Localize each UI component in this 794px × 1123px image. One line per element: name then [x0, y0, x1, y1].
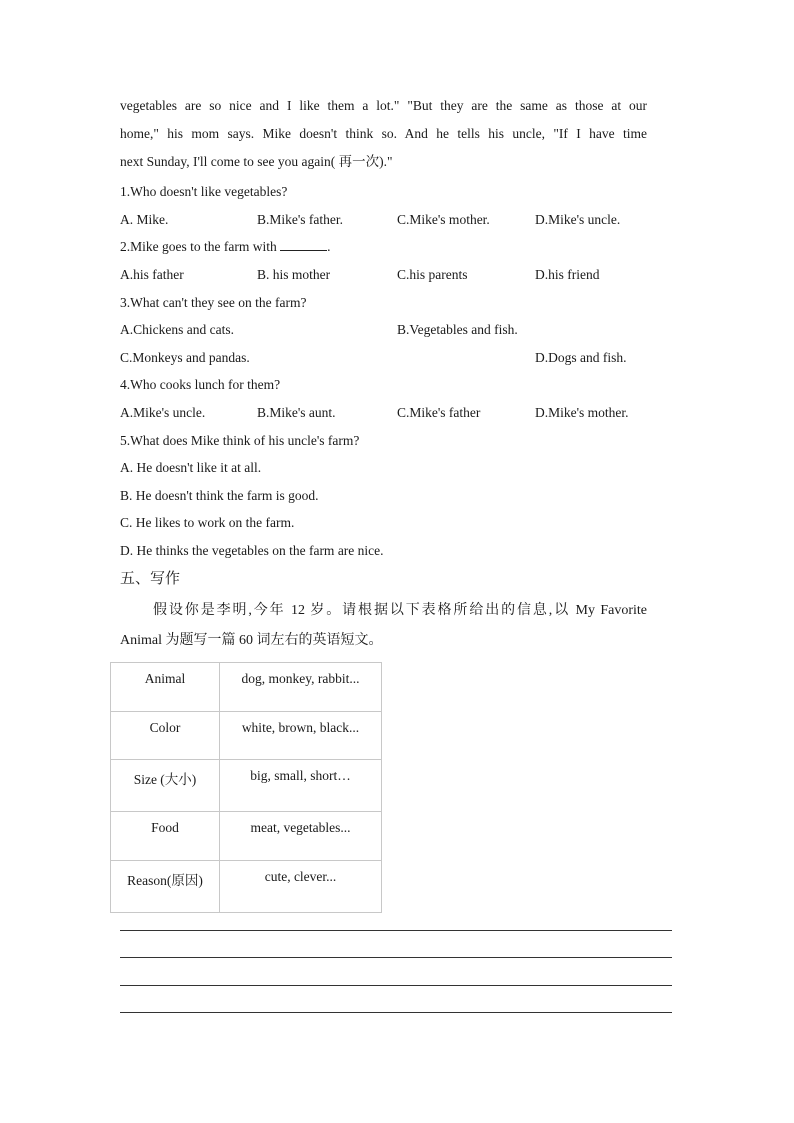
question-5-option-c: C. He likes to work on the farm.: [120, 515, 295, 530]
table-value-color: white, brown, black...: [220, 712, 382, 760]
question-3-option-d: D.Dogs and fish.: [535, 350, 627, 365]
table-key-food: Food: [111, 812, 220, 861]
table-row: [111, 861, 382, 913]
table-row: [111, 760, 382, 812]
writing-instruction: [120, 596, 647, 656]
question-1-option-c: C.Mike's mother.: [397, 212, 490, 227]
question-1-option-d: D.Mike's uncle.: [535, 212, 621, 227]
question-3-option-c: C.Monkeys and pandas.: [120, 350, 250, 365]
writing-line[interactable]: [120, 957, 672, 958]
question-2-option-a: A.his father: [120, 267, 184, 282]
question-5-option-b: B. He doesn't think the farm is good.: [120, 488, 319, 503]
table-row: [111, 812, 382, 861]
question-3-option-a: A.Chickens and cats.: [120, 322, 234, 337]
question-2-stem-end: .: [327, 239, 331, 254]
question-4-stem: 4.Who cooks lunch for them?: [120, 377, 281, 392]
table-value-food: meat, vegetables...: [220, 812, 382, 861]
passage-line-2: home," his mom says. Mike doesn't think so. And he tells his uncle, "If I have time: [120, 126, 647, 141]
writing-line[interactable]: [120, 930, 672, 931]
writing-line[interactable]: [120, 985, 672, 986]
question-2-option-d: D.his friend: [535, 267, 600, 282]
writing-instruction-line-2: Animal 为题写一篇 60 词左右的英语短文。: [120, 633, 383, 648]
answer-blank: [280, 238, 327, 251]
section-heading-writing: 五、写作: [120, 571, 181, 587]
table-key-reason: Reason(原因): [111, 861, 220, 913]
passage-line-3: next Sunday, I'll come to see you again( 再一次).": [120, 154, 393, 169]
question-2-stem-row: [120, 238, 330, 256]
question-4-option-d: D.Mike's mother.: [535, 405, 629, 420]
table-value-size: big, small, short…: [220, 760, 382, 812]
writing-line[interactable]: [120, 1012, 672, 1013]
question-3-option-b: B.Vegetables and fish.: [397, 322, 518, 337]
question-2-option-b: B. his mother: [257, 267, 331, 282]
question-1-option-a: A. Mike.: [120, 212, 169, 227]
question-4-option-c: C.Mike's father: [397, 405, 481, 420]
question-5-option-a: A. He doesn't like it at all.: [120, 460, 262, 475]
passage-line-1: vegetables are so nice and I like them a lot." "But they are the same as those at our: [120, 98, 647, 113]
table-value-animal: dog, monkey, rabbit...: [220, 663, 382, 712]
info-table: [110, 662, 382, 913]
question-4-option-b: B.Mike's aunt.: [257, 405, 336, 420]
question-3-stem: 3.What can't they see on the farm?: [120, 295, 307, 310]
writing-instruction-line-1: 假设你是李明,今年 12 岁。请根据以下表格所给出的信息,以 My Favorite: [153, 603, 647, 618]
table-row: [111, 663, 382, 712]
table-key-color: Color: [111, 712, 220, 760]
question-4-option-a: A.Mike's uncle.: [120, 405, 206, 420]
question-1-option-b: B.Mike's father.: [257, 212, 344, 227]
table-key-size: Size (大小): [111, 760, 220, 812]
table-key-animal: Animal: [111, 663, 220, 712]
question-2-stem: 2.Mike goes to the farm with: [120, 239, 277, 254]
table-value-reason: cute, clever...: [220, 861, 382, 913]
question-5-stem: 5.What does Mike think of his uncle's farm?: [120, 433, 360, 448]
question-2-option-c: C.his parents: [397, 267, 468, 282]
question-1-stem: 1.Who doesn't like vegetables?: [120, 184, 288, 199]
table-row: [111, 712, 382, 760]
question-5-option-d: D. He thinks the vegetables on the farm are nice.: [120, 543, 384, 558]
